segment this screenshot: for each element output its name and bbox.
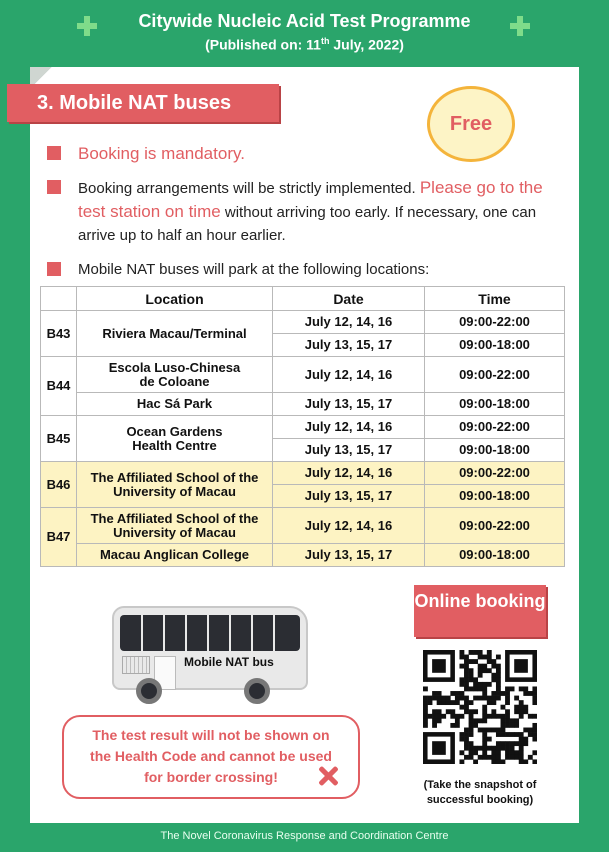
date-cell: July 13, 15, 17 (273, 334, 425, 357)
date-cell: July 13, 15, 17 (273, 393, 425, 416)
location-cell: Riviera Macau/Terminal (77, 311, 273, 357)
time-cell: 09:00-22:00 (425, 416, 565, 439)
date-cell: July 12, 14, 16 (273, 311, 425, 334)
header-date: Date (273, 287, 425, 311)
date-cell: July 13, 15, 17 (273, 485, 425, 508)
warning-text: The test result will not be shown on the Health Code and cannot be used for border crossing! (90, 727, 332, 785)
bullet-icon (47, 146, 61, 160)
location-cell: Hac Sá Park (77, 393, 273, 416)
warning-box (62, 715, 360, 799)
location-cell: Macau Anglican College (77, 544, 273, 567)
table-header-row (41, 287, 565, 311)
bus-illustration (112, 606, 308, 702)
location-cell: Escola Luso-Chinesa de Coloane (77, 357, 273, 393)
table-row (41, 462, 565, 485)
plus-icon (510, 16, 530, 36)
bus-code: B46 (41, 462, 77, 508)
header-code (41, 287, 77, 311)
bullet-locations: Mobile NAT buses will park at the following locations: (78, 261, 430, 278)
date-cell: July 12, 14, 16 (273, 462, 425, 485)
table-row (41, 357, 565, 393)
bullet-icon (47, 180, 61, 194)
time-cell: 09:00-18:00 (425, 393, 565, 416)
time-cell: 09:00-18:00 (425, 334, 565, 357)
published-date: (Published on: 11th July, 2022) (205, 36, 404, 53)
date-cell: July 12, 14, 16 (273, 416, 425, 439)
location-cell: Ocean Gardens Health Centre (77, 416, 273, 462)
time-cell: 09:00-18:00 (425, 544, 565, 567)
section-title: 3. Mobile NAT buses (7, 84, 279, 122)
window-frames (120, 615, 300, 651)
bus-code: B43 (41, 311, 77, 357)
bus-code: B44 (41, 357, 77, 416)
free-badge: Free (427, 86, 515, 162)
date-cell: July 12, 14, 16 (273, 508, 425, 544)
qr-code-pattern (423, 650, 537, 764)
snapshot-note: (Take the snapshot of successful booking) (423, 779, 537, 806)
footer: The Novel Coronavirus Response and Coordination Centre (160, 830, 449, 842)
time-cell: 09:00-22:00 (425, 508, 565, 544)
table-row (41, 311, 565, 334)
date-cell: July 12, 14, 16 (273, 357, 425, 393)
table-row (41, 544, 565, 567)
location-cell: The Affiliated School of the University of Macau (77, 508, 273, 544)
bus-label: Mobile NAT bus (184, 655, 274, 669)
bus-code: B45 (41, 416, 77, 462)
header (0, 0, 609, 62)
header-time: Time (425, 287, 565, 311)
time-cell: 09:00-18:00 (425, 439, 565, 462)
time-cell: 09:00-22:00 (425, 311, 565, 334)
date-cell: July 13, 15, 17 (273, 544, 425, 567)
bus-body (112, 606, 308, 690)
table-row (41, 416, 565, 439)
bus-code: B47 (41, 508, 77, 567)
bus-windows (120, 615, 300, 651)
location-cell: The Affiliated School of the University of Macau (77, 462, 273, 508)
table-row (41, 508, 565, 544)
cross-icon (318, 765, 340, 787)
time-cell: 09:00-22:00 (425, 357, 565, 393)
header-title: Citywide Nucleic Acid Test Programme (138, 11, 471, 31)
time-cell: 09:00-18:00 (425, 485, 565, 508)
bullet-booking-arrangements: Booking arrangements will be strictly implemented. Please go to the test station on time without arriving too early. If necessary, one can arrive up to half an hour earlier. (78, 178, 543, 244)
time-cell: 09:00-22:00 (425, 462, 565, 485)
wheel-icon (136, 678, 162, 704)
bullet-booking-mandatory: Booking is mandatory. (78, 144, 245, 163)
location-table (40, 286, 565, 567)
online-booking-label: Online booking (414, 585, 546, 637)
table-row (41, 393, 565, 416)
qr-code[interactable] (423, 650, 537, 764)
bullet-icon (47, 262, 61, 276)
wheel-icon (244, 678, 270, 704)
header-location: Location (77, 287, 273, 311)
date-cell: July 13, 15, 17 (273, 439, 425, 462)
bus-grill (122, 656, 150, 674)
